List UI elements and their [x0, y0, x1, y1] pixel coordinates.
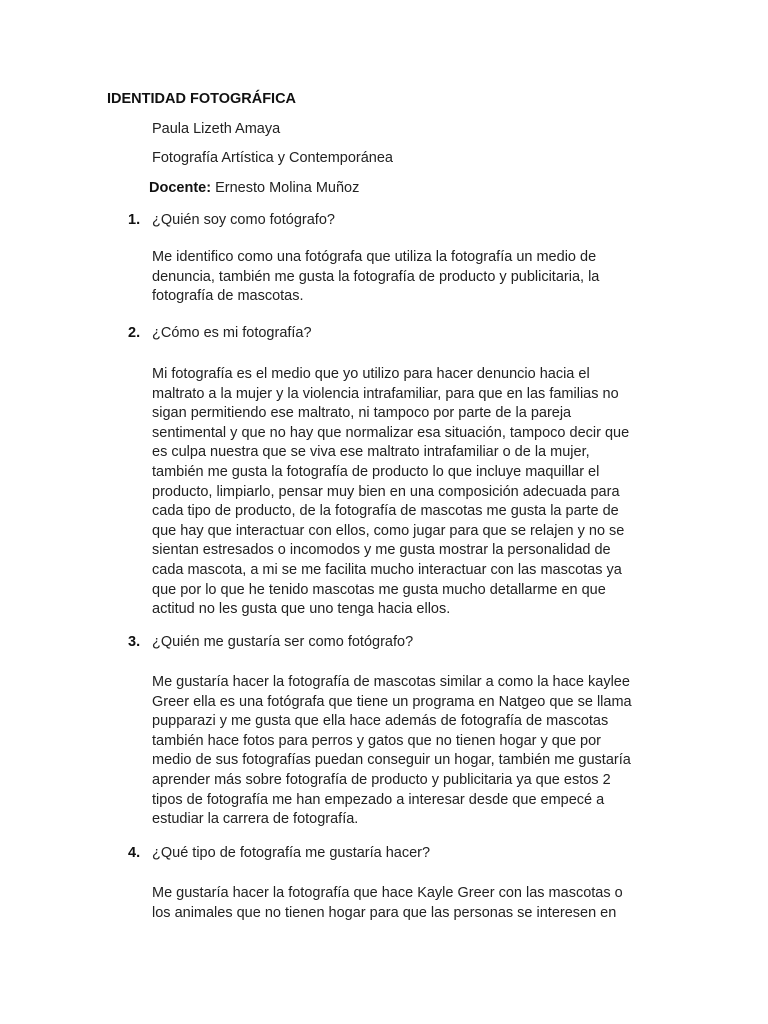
answer-line: fotografía de mascotas.: [152, 288, 304, 305]
question-4: [128, 845, 430, 861]
answer-line: Me gustaría hacer la fotografía que hace Kayle Greer con las mascotas o: [152, 885, 623, 901]
question-number: 3.: [128, 634, 141, 650]
question-1: [128, 212, 335, 228]
answer-line: aprender más sobre fotografía de producto y publicitaria ya que estos 2: [152, 771, 611, 788]
question-text: ¿Quién me gustaría ser como fotógrafo?: [152, 634, 414, 650]
answer-line: Greer ella es una fotógrafa que tiene un programa en Natgeo que se llama: [152, 693, 632, 710]
question-text: ¿Qué tipo de fotografía me gustaría hacer?: [152, 845, 431, 861]
answer-line: Me identifico como una fotógrafa que utiliza la fotografía un medio de: [152, 249, 597, 265]
answer-line: sigan permitiendo ese maltrato, ni tampoco por parte de la pareja: [152, 405, 572, 422]
question-text: ¿Cómo es mi fotografía?: [152, 325, 312, 341]
answer-1: [152, 248, 652, 307]
answer-line: denuncia, también me gusta la fotografía de producto y publicitaria, la: [152, 268, 600, 285]
answer-line: pupparazi y me gusta que ella hace además de fotografía de mascotas: [152, 713, 609, 730]
answer-line: que hay que interactuar con ellos, como jugar para que se relajen y no se: [152, 522, 625, 539]
answer-line: maltrato a la mujer y la violencia intrafamiliar, para que en las familias no: [152, 385, 619, 402]
question-number: 2.: [128, 325, 141, 341]
answer-4: [152, 884, 652, 923]
question-2: [128, 325, 312, 341]
answer-line: es culpa nuestra que se viva ese maltrato intrafamiliar o de la mujer,: [152, 444, 590, 461]
answer-line: cada mascota, a mi se me facilita mucho interactuar con las mascotas ya: [152, 561, 622, 578]
teacher-name: Ernesto Molina Muñoz: [211, 180, 360, 196]
answer-line: tipos de fotografía me han empezado a interesar desde que empecé a: [152, 791, 605, 808]
answer-line: también me gusta la fotografía de producto lo que incluye maquillar el: [152, 463, 600, 480]
answer-line: medio de sus fotografías puedan conseguir un hogar, también me gustaría: [152, 752, 631, 769]
answer-line: que por lo que he tenido mascotas me gusta mucho detallarme en que: [152, 581, 606, 598]
teacher-line: [149, 180, 359, 196]
answer-2: [152, 365, 652, 620]
answer-line: Mi fotografía es el medio que yo utilizo para hacer denuncio hacia el: [152, 366, 590, 382]
answer-3: [152, 673, 652, 830]
answer-line: cada tipo de producto, de la fotografía de mascotas me gusta la parte de: [152, 503, 619, 520]
answer-line: sentimental y que no hay que normalizar esa situación, tampoco decir que: [152, 424, 630, 441]
question-number: 4.: [128, 845, 141, 861]
course-name: Fotografía Artística y Contemporánea: [152, 150, 393, 166]
teacher-label: Docente:: [149, 180, 212, 196]
question-number: 1.: [128, 212, 141, 228]
answer-line: actitud no les gusta que uno tenga hacia ellos.: [152, 601, 451, 618]
answer-line: producto, limpiarlo, pensar muy bien en una composición adecuada para: [152, 483, 620, 500]
question-text: ¿Quién soy como fotógrafo?: [152, 212, 335, 228]
author-name: Paula Lizeth Amaya: [152, 121, 281, 137]
question-3: [128, 634, 413, 650]
answer-line: Me gustaría hacer la fotografía de mascotas similar a como la hace kaylee: [152, 674, 630, 690]
answer-line: estudiar la carrera de fotografía.: [152, 811, 359, 828]
answer-line: sientan estresados o incomodos y me gusta mostrar la personalidad de: [152, 542, 611, 559]
answer-line: los animales que no tienen hogar para que las personas se interesen en: [152, 904, 617, 921]
answer-line: también hace fotos para perros y gatos que no tienen hogar y que por: [152, 732, 601, 749]
document-title: IDENTIDAD FOTOGRÁFICA: [107, 91, 297, 107]
